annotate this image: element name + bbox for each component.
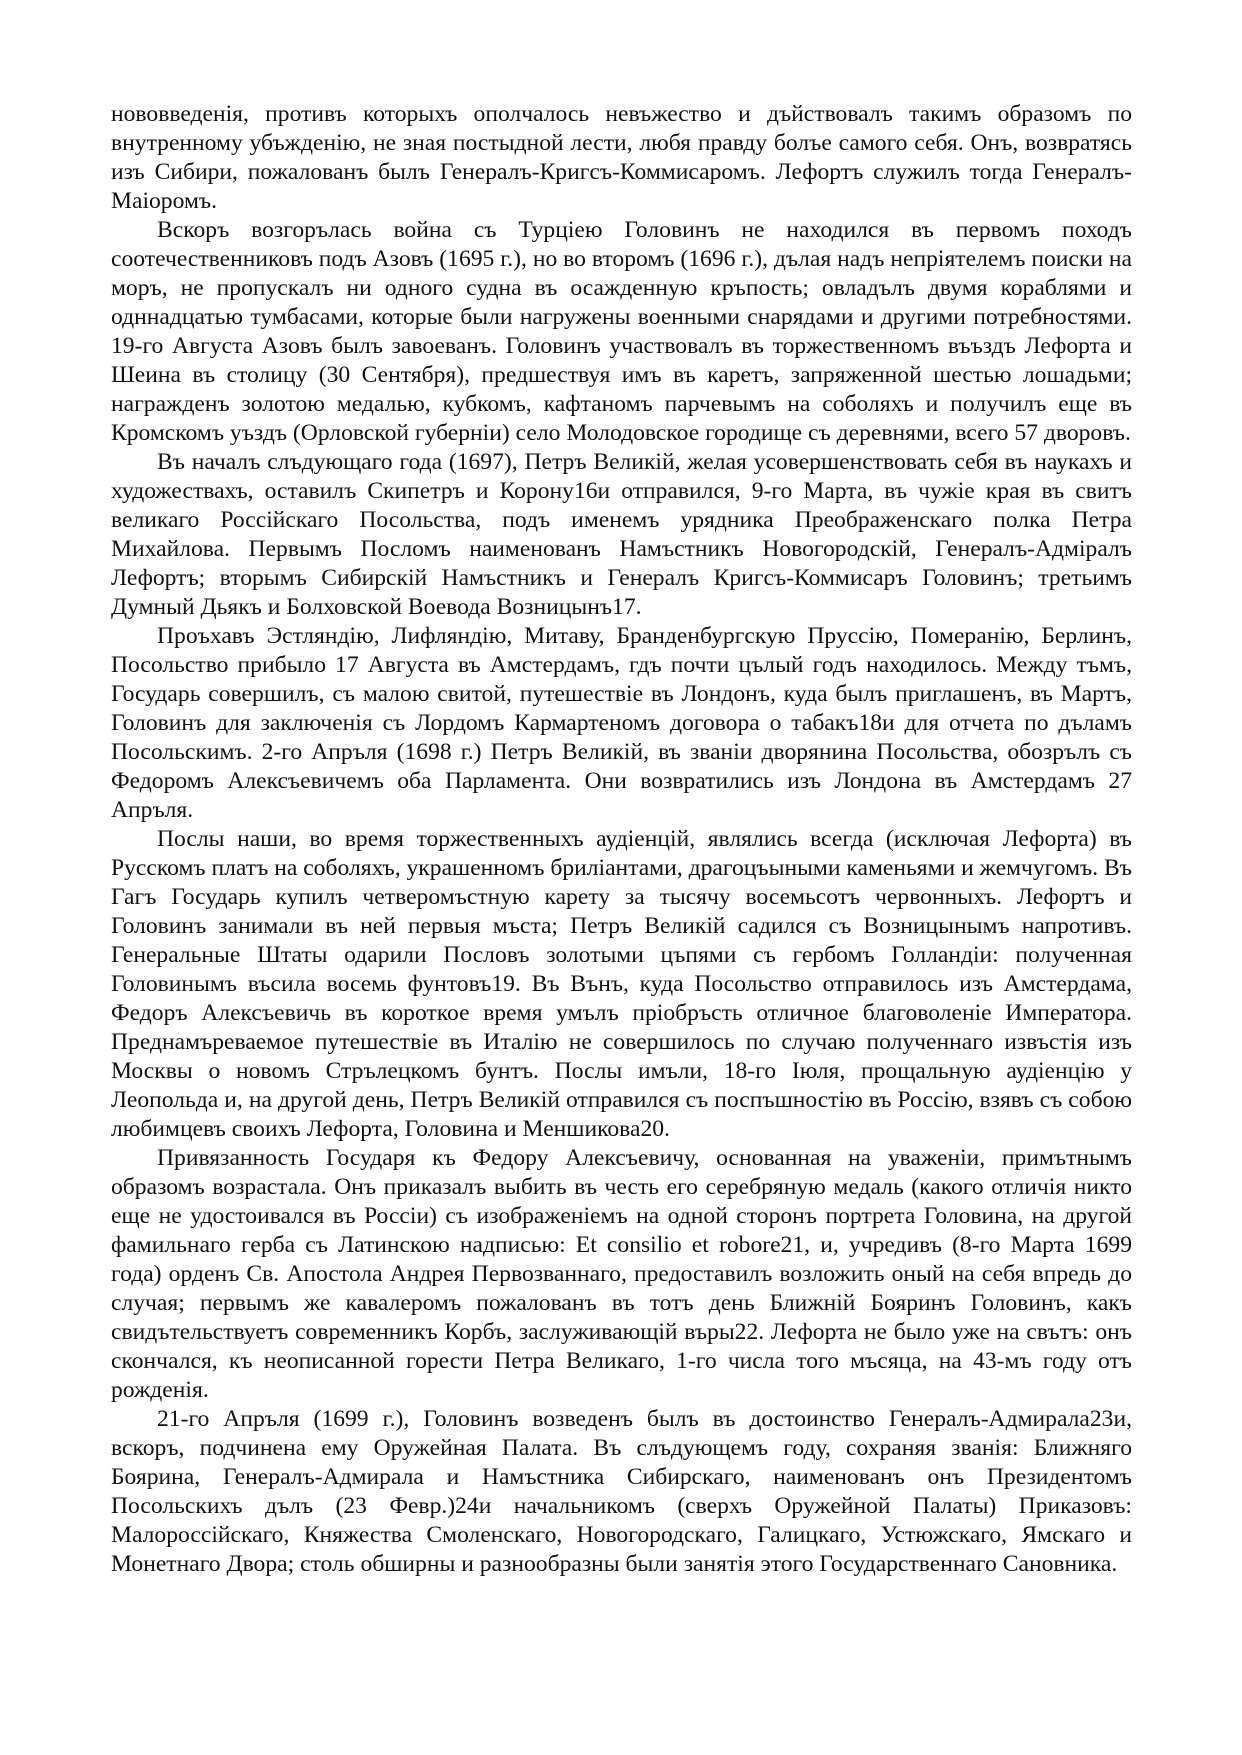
paragraph-3: Въ началъ слъдующаго года (1697), Петръ Великій, желая усовершенствовать себя въ наукахъ и художествахъ, оставилъ Скипетръ и Корону16и отправился, 9-го Марта, въ чужіе края въ свитъ великаго Россійскаго Посольства, подъ именемъ урядника Преображенскаго полка Петра Михайлова. Первымъ Посломъ наименованъ Намъстникъ Новогородскій, Генералъ-Адміралъ Лефортъ; вторымъ Сибирскій Намъстникъ и Генералъ Кригсъ-Коммисаръ Головинъ; третьимъ Думный Дьякъ и Болховской Воевода Возницынъ17. (111, 449, 1132, 620)
paragraph-4: Проъхавъ Эстляндію, Лифляндію, Митаву, Бранденбургскую Пруссію, Померанію, Берлинъ, Посольство прибыло 17 Августа въ Амстердамъ, гдъ почти цълый годъ находилось. Между тъмъ, Государь совершилъ, съ малою свитой, путешествіе въ Лондонъ, куда былъ приглашенъ, въ Мартъ, Головинъ для заключенія съ Лордомъ Кармартеномъ договора о табакъ18и для отчета по дъламъ Посольскимъ. 2-го Апръля (1698 г.) Петръ Великій, въ званіи дворянина Посольства, обозрълъ съ Федоромъ Алексъевичемъ оба Парламента. Они возвратились изъ Лондона въ Амстердамъ 27 Апръля. (111, 623, 1132, 823)
document-page (111, 100, 1132, 1579)
paragraph-6: Привязанность Государя къ Федору Алексъевичу, основанная на уваженіи, примътнымъ образомъ возрастала. Онъ приказалъ выбить въ честь его серебряную медаль (какого отличія никто еще не удостоивался въ Россіи) съ изображеніемъ на одной сторонъ портрета Головина, на другой фамильнаго герба съ Латинскою надписью: Et consilio et robore21, и, учредивъ (8-го Марта 1699 года) орденъ Св. Апостола Андрея Первозваннаго, предоставилъ возложить оный на себя впредь до случая; первымъ же кавалеромъ пожалованъ въ тотъ день Ближній Бояринъ Головинъ, какъ свидътельствуетъ современникъ Корбъ, заслуживающій въры22. Лефорта не было уже на свътъ: онъ скончался, къ неописанной горести Петра Великаго, 1-го числа того мъсяца, на 43-мъ году отъ рожденія. (111, 1145, 1132, 1403)
paragraph-1: нововведенія, противъ которыхъ ополчалось невъжество и дъйствовалъ такимъ образомъ по внутренному убъжденію, не зная постыдной лести, любя правду болъе самого себя. Онъ, возвратясь изъ Сибири, пожалованъ былъ Генералъ-Кригсъ-Коммисаромъ. Лефортъ служилъ тогда Генералъ-Маіоромъ. (111, 101, 1132, 214)
paragraph-7: 21-го Апръля (1699 г.), Головинъ возведенъ былъ въ достоинство Генералъ-Адмирала23и, вскоръ, подчинена ему Оружейная Палата. Въ слъдующемъ году, сохраняя званія: Ближняго Боярина, Генералъ-Адмирала и Намъстника Сибирскаго, наименованъ онъ Президентомъ Посольскихъ дълъ (23 Февр.)24и начальникомъ (сверхъ Оружейной Палаты) Приказовъ: Малороссійскаго, Княжества Смоленскаго, Новогородскаго, Галицкаго, Устюжскаго, Ямскаго и Монетнаго Двора; столь обширны и разнообразны были занятія этого Государственнаго Сановника. (111, 1406, 1132, 1577)
paragraph-5: Послы наши, во время торжественныхъ аудіенцій, являлись всегда (исключая Лефорта) въ Русскомъ платъ на соболяхъ, украшенномъ бриліантами, драгоцъыными каменьями и жемчугомъ. Въ Гагъ Государь купилъ четверомъстную карету за тысячу восемьсотъ червонныхъ. Лефортъ и Головинъ занимали въ ней первыя мъста; Петръ Великій садился съ Возницынымъ напротивъ. Генеральные Штаты одарили Пословъ золотыми цъпями съ гербомъ Голландіи: полученная Головинымъ въсила восемь фунтовъ19. Въ Вънъ, куда Посольство отправилось изъ Амстердама, Федоръ Алексъевичь въ короткое время умълъ пріобръсть отличное благоволеніе Императора. Преднамъреваемое путешествіе въ Италію не совершилось по случаю полученнаго извъстія изъ Москвы о новомъ Стрълецкомъ бунтъ. Послы имъли, 18-го Іюля, прощальную аудіенцію у Леопольда и, на другой день, Петръ Великій отправился съ поспъшностію въ Россію, взявъ съ собою любимцевъ своихъ Лефорта, Головина и Меншикова20. (111, 826, 1132, 1142)
paragraph-2: Вскоръ возгорълась война съ Турціею Головинъ не находился въ первомъ походъ соотечественниковъ подъ Азовъ (1695 г.), но во второмъ (1696 г.), дълая надъ непріятелемъ поиски на моръ, не пропускалъ ни одного судна въ осажденную кръпость; овладълъ двумя кораблями и одннадцатью тумбасами, которые были нагружены военными снарядами и другими потребностями. 19-го Августа Азовъ былъ завоеванъ. Головинъ участвовалъ въ торжественномъ въъздъ Лефорта и Шеина въ столицу (30 Сентября), предшествуя имъ въ каретъ, запряженной шестью лошадьми; награжденъ золотою медалью, кубкомъ, кафтаномъ парчевымъ на соболяхъ и получилъ еще въ Кромскомъ уъздъ (Орловской губерніи) село Молодовское городище съ деревнями, всего 57 дворовъ. (111, 217, 1132, 446)
